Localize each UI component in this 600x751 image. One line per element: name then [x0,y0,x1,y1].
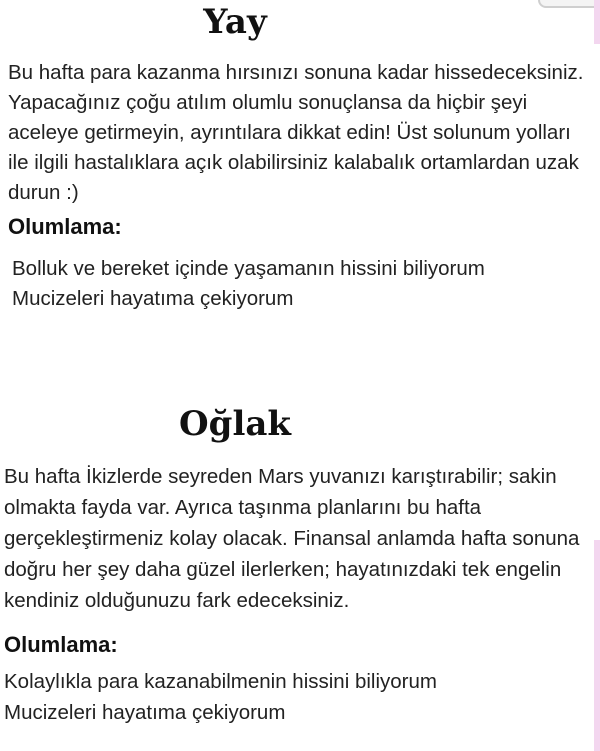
top-right-tab-edge [538,0,600,8]
affirmation-line: Kolaylıkla para kazanabilmenin hissini biliyorum [4,670,437,693]
weekly-text: Bu hafta para kazanma hırsınızı sonuna kadar hissedeceksiniz. Yapacağınız çoğu atılım olumlu sonuçlansa da hiçbir şeyi aceleye getirmeyin, ayrıntılara dikkat edin! Üst solunum yolları ile ilgili hastalıklara açık olabilirsiniz kalabalık ortamlardan uzak durun :) [8,61,584,204]
weekly-text: Bu hafta İkizlerde seyreden Mars yuvanızı karıştırabilir; sakin olmakta fayda var. Ayrıca taşınma planlarını bu hafta gerçekleştirmeniz kolay olacak. Finansal anlamda hafta sonuna doğru her şey daha güzel ilerlerken; hayatınızdaki tek engelin kendiniz olduğunuzu fark edeceksiniz. [4,465,580,612]
sign-title: Oğlak [179,404,291,444]
sign-title: Yay [203,2,267,42]
affirmation-line: Bolluk ve bereket içinde yaşamanın hissini biliyorum [12,257,485,280]
pink-edge-strip-top [594,0,600,44]
affirmation-line: Mucizeleri hayatıma çekiyorum [12,287,294,310]
affirmation-line: Mucizeleri hayatıma çekiyorum [4,701,286,724]
affirmation-title: Olumlama: [4,632,118,657]
affirmation-title: Olumlama: [8,214,122,239]
